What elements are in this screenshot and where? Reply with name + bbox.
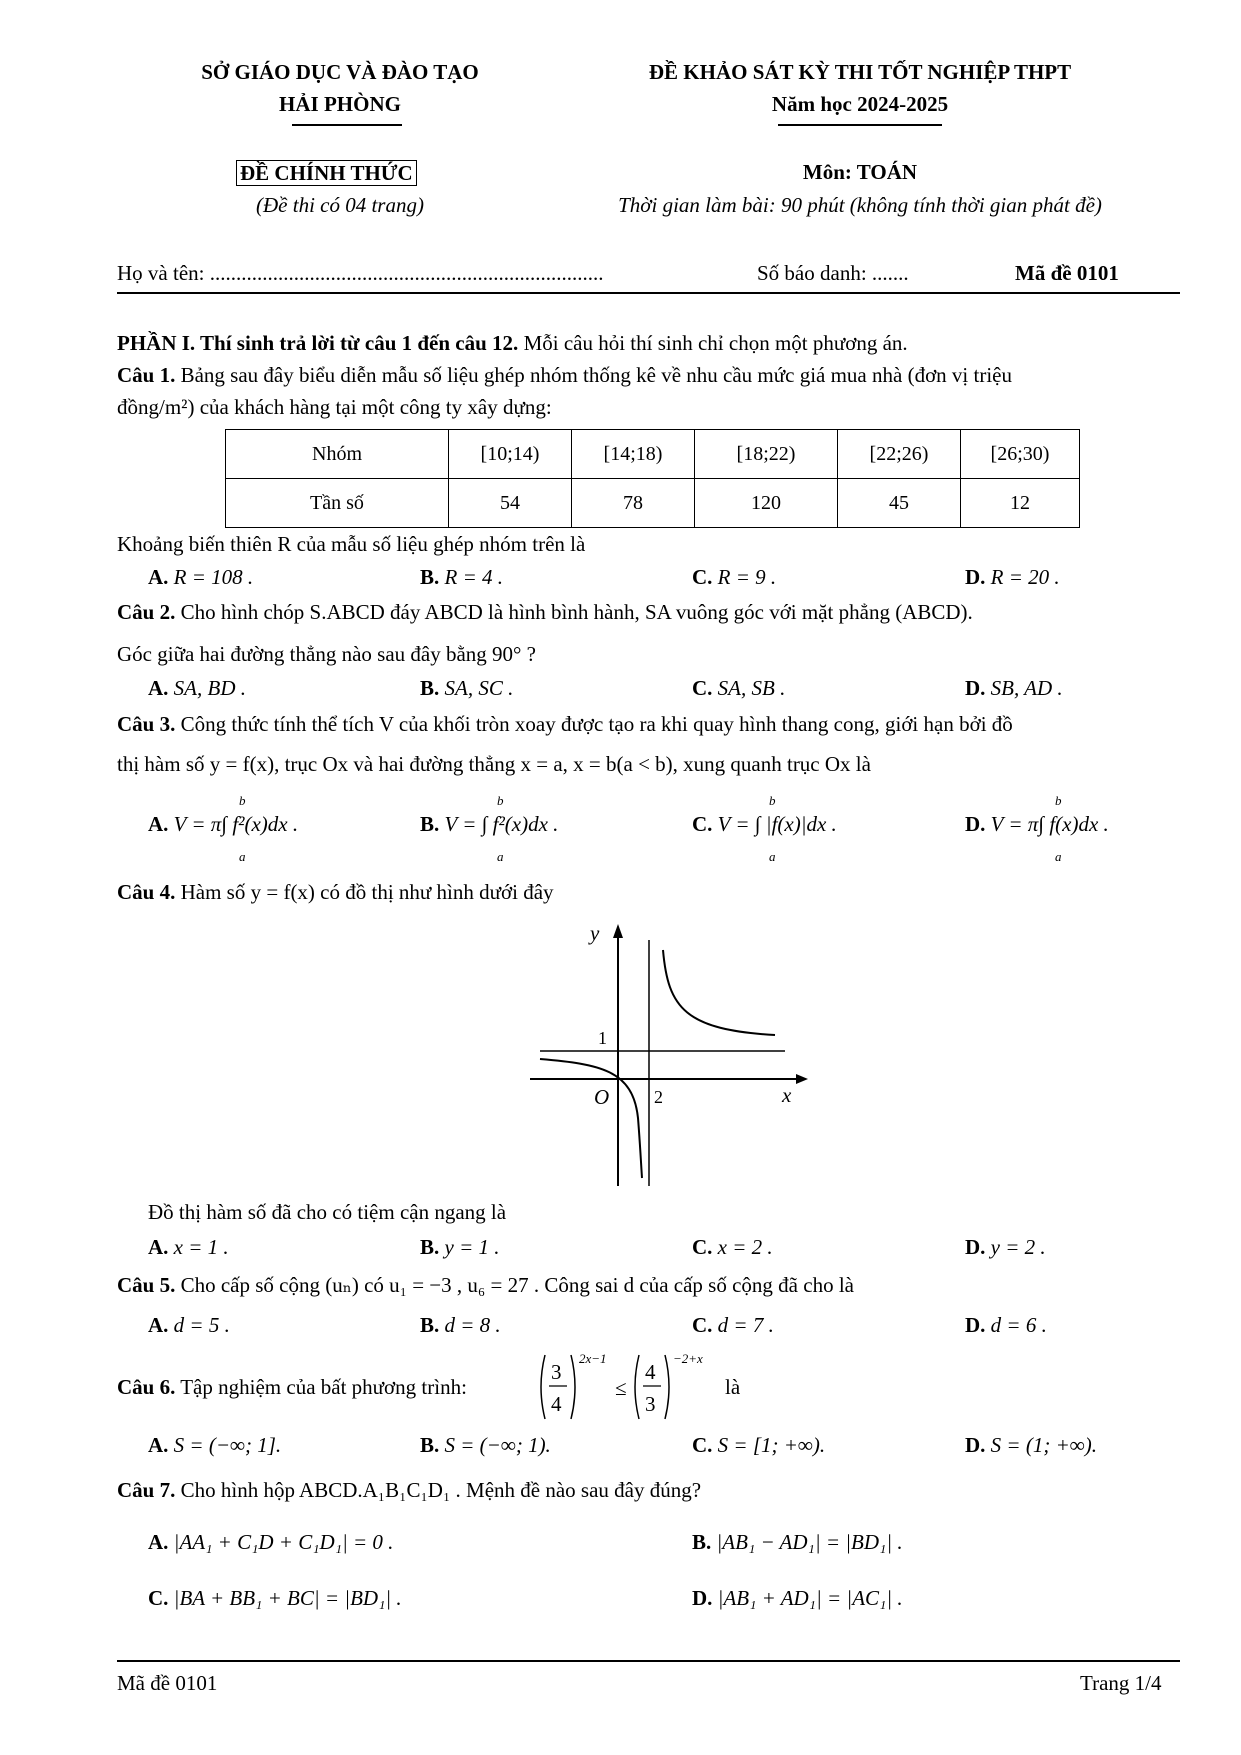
q3-line2: thị hàm số y = f(x), trục Ox và hai đường thẳng x = a, x = b(a < b), xung quanh trục Ox là	[117, 752, 871, 776]
q1-question: Khoảng biến thiên R của mẫu số liệu ghép nhóm trên là	[117, 532, 586, 556]
q2-label: Câu 2.	[117, 600, 176, 624]
table-cell: 12	[961, 479, 1080, 528]
candidate-id-label: Số báo danh: .......	[757, 261, 909, 285]
q5-label: Câu 5.	[117, 1273, 176, 1297]
dept-line2: HẢI PHÒNG	[279, 92, 401, 116]
official-label: ĐỀ CHÍNH THỨC	[236, 160, 417, 186]
q2-option-b[interactable]: B. SA, SC .	[420, 676, 514, 700]
table-row	[226, 430, 1080, 479]
frac2-num: 4	[645, 1360, 656, 1384]
y-axis-arrow	[613, 924, 623, 938]
x-axis-arrow	[796, 1074, 808, 1084]
dept-line1: SỞ GIÁO DỤC VÀ ĐÀO TẠO	[201, 60, 479, 84]
q6-tail: là	[725, 1375, 741, 1399]
subject: Môn: TOÁN	[802, 160, 918, 184]
dept-underline	[292, 124, 402, 126]
candidate-name-label: Họ và tên: ...........................................................................	[117, 261, 604, 285]
bound-lower: a	[1055, 849, 1062, 864]
q4-line1: Câu 4. Hàm số y = f(x) có đồ thị như hình dưới đây	[117, 880, 554, 904]
q5-option-b[interactable]: B. d = 8 .	[420, 1313, 501, 1337]
left-branch	[540, 1059, 642, 1178]
q3-line1: Câu 3. Công thức tính thể tích V của khối tròn xoay được tạo ra khi quay hình thang cong, giới hạn bởi đồ	[117, 712, 1013, 736]
footer-page: Trang 1/4	[1080, 1671, 1162, 1695]
y-axis-label: y	[590, 921, 600, 945]
table-header-cell: Nhóm	[226, 430, 449, 479]
q6-label: Câu 6.	[117, 1375, 176, 1399]
q1-option-b[interactable]: B. R = 4 .	[420, 565, 504, 589]
q3-option-c[interactable]: C. V = ∫ |f(x)|dx .	[692, 812, 837, 836]
q1-option-a[interactable]: A. R = 108 .	[148, 565, 254, 589]
q3-option-b[interactable]: B. V = ∫ f²(x)dx .	[420, 812, 559, 836]
title-underline	[778, 124, 942, 126]
bound-upper: b	[1055, 793, 1062, 808]
time-note: Thời gian làm bài: 90 phút (không tính thời gian phát đề)	[618, 193, 1102, 217]
q2-option-c[interactable]: C. SA, SB .	[692, 676, 786, 700]
q3-option-a[interactable]: A. V = π∫ f²(x)dx .	[148, 812, 299, 836]
tick-x-label: 2	[654, 1087, 663, 1107]
q6-option-b[interactable]: B. S = (−∞; 1).	[420, 1433, 551, 1457]
q1-label: Câu 1.	[117, 363, 176, 387]
exponent-2: −2+x	[673, 1351, 703, 1366]
leq-sign: ≤	[615, 1376, 627, 1400]
q6-inequality	[535, 1345, 725, 1425]
q2-option-a[interactable]: A. SA, BD .	[148, 676, 246, 700]
q5-line: Câu 5. Cho cấp số cộng (uₙ) có u₁ = −3 , u₆ = 27 . Công sai d của cấp số cộng đã cho là	[117, 1273, 854, 1297]
q1-option-c[interactable]: C. R = 9 .	[692, 565, 777, 589]
part1-heading: PHẦN I. Thí sinh trả lời từ câu 1 đến câu 12. Mỗi câu hỏi thí sinh chỉ chọn một phương án.	[117, 331, 908, 355]
q2-line1: Câu 2. Cho hình chóp S.ABCD đáy ABCD là hình bình hành, SA vuông góc với mặt phẳng (ABCD).	[117, 600, 973, 624]
footer-code: Mã đề 0101	[117, 1671, 218, 1695]
table-cell: 120	[695, 479, 838, 528]
frac1-num: 3	[551, 1360, 562, 1384]
frac2-den: 3	[645, 1392, 656, 1416]
table-cell: [18;22)	[695, 430, 838, 479]
q1-line2: đồng/m²) của khách hàng tại một công ty xây dựng:	[117, 395, 552, 419]
bound-upper: b	[769, 793, 776, 808]
q2-option-d[interactable]: D. SB, AD .	[965, 676, 1063, 700]
q4-option-a[interactable]: A. x = 1 .	[148, 1235, 229, 1259]
right-branch	[663, 950, 775, 1035]
q6-option-c[interactable]: C. S = [1; +∞).	[692, 1433, 826, 1457]
q7-option-c[interactable]: C. |BA + BB₁ + BC| = |BD₁| .	[148, 1586, 402, 1610]
table-cell: 54	[449, 479, 572, 528]
table-cell: [14;18)	[572, 430, 695, 479]
x-axis-label: x	[782, 1083, 792, 1107]
q6-option-d[interactable]: D. S = (1; +∞).	[965, 1433, 1097, 1457]
bound-upper: b	[497, 793, 504, 808]
frac1-den: 4	[551, 1392, 562, 1416]
q4-graph	[520, 918, 820, 1198]
bound-lower: a	[497, 849, 504, 864]
q4-option-b[interactable]: B. y = 1 .	[420, 1235, 500, 1259]
table-cell: 78	[572, 479, 695, 528]
q4-option-c[interactable]: C. x = 2 .	[692, 1235, 773, 1259]
q7-label: Câu 7.	[117, 1478, 176, 1502]
pages-note: (Đề thi có 04 trang)	[256, 193, 424, 217]
q1-line1: Câu 1. Bảng sau đây biểu diễn mẫu số liệu ghép nhóm thống kê về nhu cầu mức giá mua nhà (đơn vị triệu	[117, 363, 1012, 387]
school-year: Năm học 2024-2025	[771, 92, 949, 116]
q6-option-a[interactable]: A. S = (−∞; 1].	[148, 1433, 282, 1457]
q7-option-a[interactable]: A. |AA₁ + C₁D + C₁D₁| = 0 .	[148, 1530, 394, 1554]
frequency-table	[225, 429, 1080, 528]
table-cell: [22;26)	[838, 430, 961, 479]
table-cell: [10;14)	[449, 430, 572, 479]
origin-label: O	[594, 1085, 610, 1109]
bound-upper: b	[239, 793, 246, 808]
q7-option-b[interactable]: B. |AB₁ − AD₁| = |BD₁| .	[692, 1530, 903, 1554]
table-cell: 45	[838, 479, 961, 528]
q5-option-c[interactable]: C. d = 7 .	[692, 1313, 774, 1337]
q7-option-d[interactable]: D. |AB₁ + AD₁| = |AC₁| .	[692, 1586, 903, 1610]
q5-option-a[interactable]: A. d = 5 .	[148, 1313, 230, 1337]
tick-y-label: 1	[598, 1028, 607, 1048]
table-header-cell: Tần số	[226, 479, 449, 528]
header-rule	[117, 292, 1180, 294]
exam-title: ĐỀ KHẢO SÁT KỲ THI TỐT NGHIỆP THPT	[648, 60, 1072, 84]
q4-option-d[interactable]: D. y = 2 .	[965, 1235, 1046, 1259]
q3-label: Câu 3.	[117, 712, 176, 736]
table-row	[226, 479, 1080, 528]
q1-option-d[interactable]: D. R = 20 .	[965, 565, 1060, 589]
bound-lower: a	[769, 849, 776, 864]
q7-line: Câu 7. Cho hình hộp ABCD.A₁B₁C₁D₁ . Mệnh đề nào sau đây đúng?	[117, 1478, 702, 1502]
q2-line2: Góc giữa hai đường thẳng nào sau đây bằng 90° ?	[117, 642, 536, 666]
q4-label: Câu 4.	[117, 880, 176, 904]
footer-rule	[117, 1660, 1180, 1662]
q3-option-d[interactable]: D. V = π∫ f(x)dx .	[965, 812, 1109, 836]
q6-line: Câu 6. Tập nghiệm của bất phương trình:	[117, 1375, 467, 1399]
exponent-1: 2x−1	[579, 1351, 607, 1366]
table-cell: [26;30)	[961, 430, 1080, 479]
q5-option-d[interactable]: D. d = 6 .	[965, 1313, 1047, 1337]
bound-lower: a	[239, 849, 246, 864]
exam-code: Mã đề 0101	[1015, 261, 1119, 285]
q4-question: Đồ thị hàm số đã cho có tiệm cận ngang là	[148, 1200, 507, 1224]
